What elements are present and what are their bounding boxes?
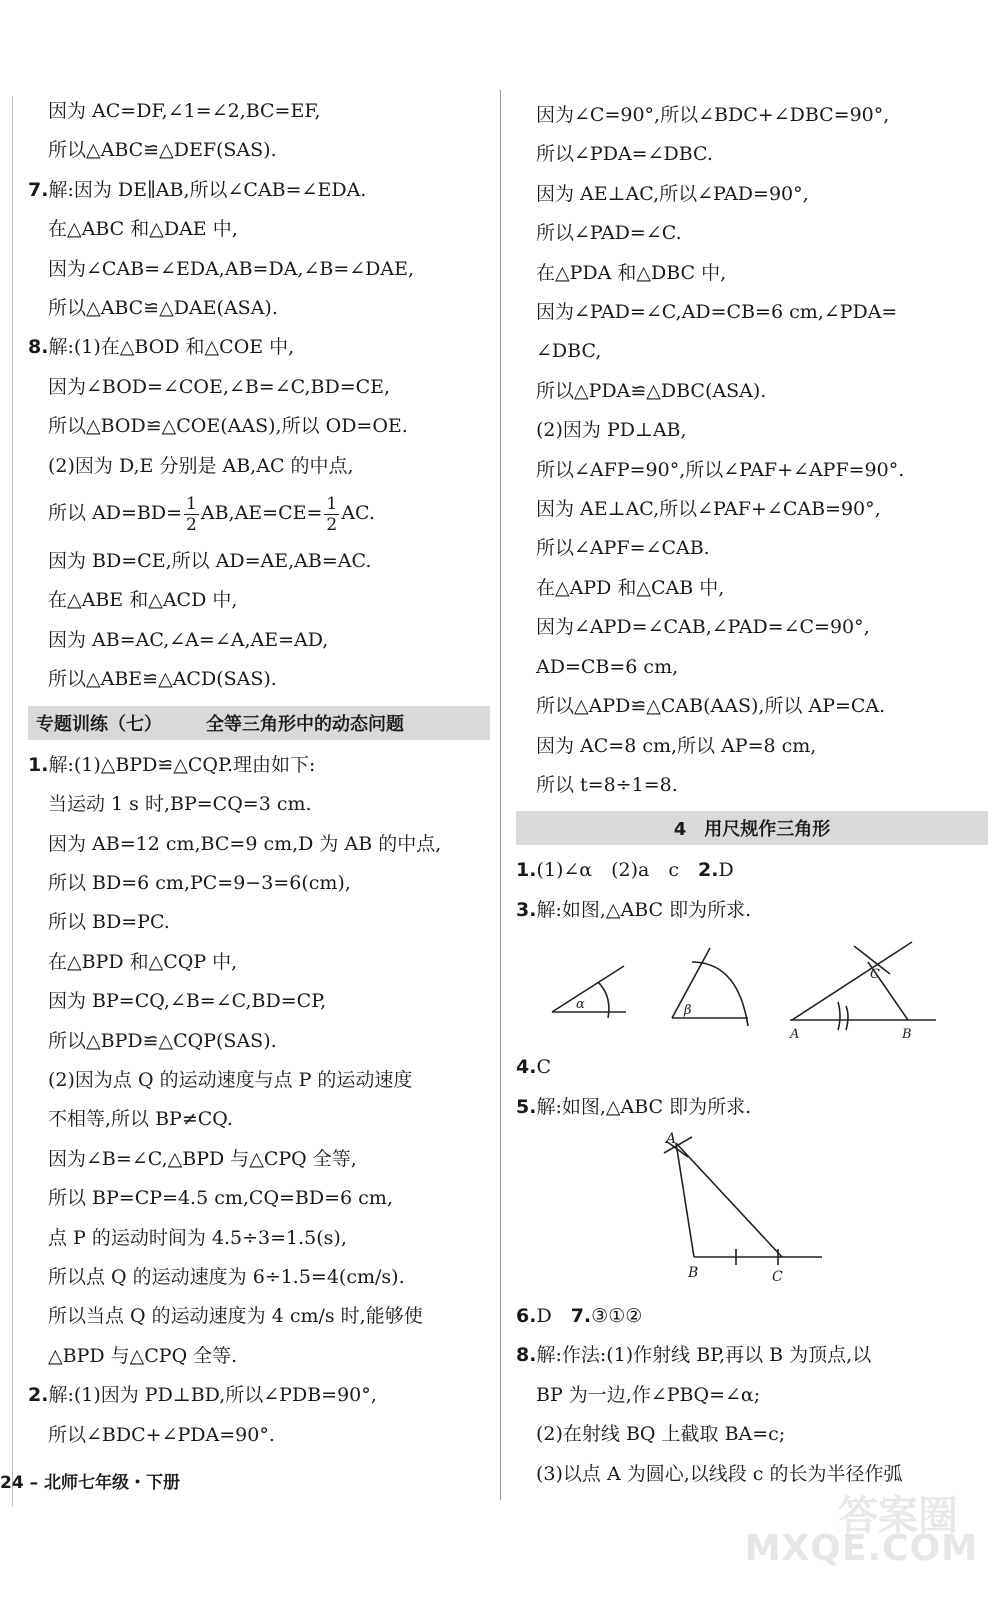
question-text: 解:因为 DE∥AB,所以∠CAB=∠EDA. <box>48 178 367 201</box>
question-number: 2. <box>28 1384 49 1407</box>
construction-arc-a <box>846 1006 848 1030</box>
fraction-line <box>28 486 490 542</box>
text-line: 所以 t=8÷1=8. <box>536 773 678 796</box>
text-line: 不相等,所以 BP≠CQ. <box>48 1108 233 1131</box>
text-line: 因为 BD=CE,所以 AD=AE,AB=AC. <box>48 550 372 573</box>
text-line: 所以∠PDA=∠DBC. <box>536 143 713 166</box>
text-line: 所以△ABC≌△DAE(ASA). <box>48 297 278 320</box>
numerator: 1 <box>326 493 338 514</box>
text-line: 所以∠PAD=∠C. <box>536 222 682 245</box>
answer-text: 解:如图,△ABC 即为所求. <box>536 898 752 921</box>
vertex-label-c: C <box>772 1268 783 1285</box>
text-line: 因为∠CAB=∠EDA,AB=DA,∠B=∠DAE, <box>48 257 415 280</box>
answer-6-7 <box>516 1297 988 1336</box>
question-number: 8. <box>516 1344 537 1367</box>
heading-title: 全等三角形中的动态问题 <box>206 713 404 735</box>
text-line: (2)在射线 BQ 上截取 BA=c; <box>536 1423 786 1446</box>
construction-arc-a2 <box>838 1002 840 1030</box>
fraction-text: AC. <box>341 502 375 525</box>
text-line: 在△ABE 和△ACD 中, <box>48 589 238 612</box>
question-number: 2. <box>698 859 719 882</box>
text-line: 因为 AE⊥AC,所以∠PAD=90°, <box>536 182 809 205</box>
question-number: 1. <box>28 753 49 776</box>
question-8 <box>28 328 490 367</box>
text-line: AD=CB=6 cm, <box>536 655 679 678</box>
watermark-cn: 答案圈 <box>838 1493 958 1539</box>
left-margin-rule <box>12 96 13 1506</box>
text-line: 因为 AE⊥AC,所以∠PAF+∠CAB=90°, <box>536 498 881 521</box>
text-line: 在△BPD 和△CQP 中, <box>48 950 238 973</box>
answer-text: (1)∠α (2)a c <box>536 859 679 882</box>
book-title: – 北师七年级・下册 <box>29 1473 181 1493</box>
question-7 <box>28 171 490 210</box>
text-line: 因为 AB=AC,∠A=∠A,AE=AD, <box>48 628 329 651</box>
triangle-side-ac <box>792 942 912 1020</box>
angle-alpha-ray <box>552 966 624 1012</box>
angle-beta-arc <box>692 962 748 1026</box>
alpha-label: α <box>576 997 585 1013</box>
text-line: 所以△ABE≌△ACD(SAS). <box>48 668 277 691</box>
text-line: 所以△ABC≌△DEF(SAS). <box>48 139 277 162</box>
denominator: 2 <box>186 514 197 535</box>
answer-text: C <box>536 1056 551 1079</box>
question-text: 解:(1)因为 PD⊥BD,所以∠PDB=90°, <box>48 1384 377 1407</box>
text-line: 所以点 Q 的运动速度为 6÷1.5=4(cm/s). <box>48 1265 405 1288</box>
question-number: 3. <box>516 898 537 921</box>
vertex-label-c: C <box>870 967 880 983</box>
answer-5 <box>516 1088 988 1127</box>
fraction-half <box>324 494 339 535</box>
column-divider <box>500 90 501 1500</box>
left-column <box>28 92 490 1455</box>
answer-text: 解:作法:(1)作射线 BP,再以 B 为顶点,以 <box>536 1344 872 1367</box>
text-line: 所以△APD≌△CAB(AAS),所以 AP=CA. <box>536 695 886 718</box>
text-line: (2)因为 PD⊥AB, <box>536 419 687 442</box>
figure-q3-constructions <box>516 930 988 1048</box>
answer-text: D <box>536 1304 552 1327</box>
text-line: (2)因为 D,E 分别是 AB,AC 的中点, <box>48 454 354 477</box>
right-column <box>516 96 988 1494</box>
text-line: 因为 AC=DF,∠1=∠2,BC=EF, <box>48 100 321 122</box>
text-line: ∠DBC, <box>536 340 602 363</box>
answer-1-2 <box>516 851 988 890</box>
triangle-diagram <box>516 1127 986 1297</box>
section-heading-lesson-4: 4 用尺规作三角形 <box>516 811 988 845</box>
text-line: 因为 BP=CQ,∠B=∠C,BD=CP, <box>48 990 327 1013</box>
construction-diagram <box>516 930 986 1048</box>
figure-q5-triangle <box>516 1127 988 1297</box>
text-line: 在△PDA 和△DBC 中, <box>536 261 727 284</box>
heading-label: 专题训练（七） <box>36 713 162 735</box>
question-number: 6. <box>516 1304 537 1327</box>
page-number: 24 <box>0 1473 24 1493</box>
question-number: 8. <box>28 336 49 359</box>
numerator: 1 <box>186 493 197 514</box>
vertex-label-b: B <box>688 1264 699 1281</box>
question-number: 4. <box>516 1056 537 1079</box>
vertex-label-a: A <box>666 1130 677 1147</box>
question-2 <box>28 1376 490 1415</box>
text-line: 所以 BD=6 cm,PC=9−3=6(cm), <box>48 871 351 894</box>
answer-4 <box>516 1048 988 1087</box>
page-footer <box>0 1468 180 1493</box>
denominator: 2 <box>326 514 338 535</box>
text-line: 在△APD 和△CAB 中, <box>536 576 725 599</box>
vertex-label-a: A <box>790 1027 800 1043</box>
question-number: 1. <box>516 859 537 882</box>
text-line: 所以当点 Q 的运动速度为 4 cm/s 时,能够使 <box>48 1305 423 1328</box>
answer-text: D <box>718 859 734 882</box>
question-text: 解:(1)△BPD≌△CQP.理由如下: <box>48 753 316 776</box>
text-line: 所以 BD=PC. <box>48 911 170 934</box>
answer-8 <box>516 1336 988 1375</box>
text-line: (2)因为点 Q 的运动速度与点 P 的运动速度 <box>48 1068 413 1091</box>
fraction-text: AB,AE=CE= <box>200 502 323 525</box>
text-line: 所以△BOD≌△COE(AAS),所以 OD=OE. <box>48 415 408 438</box>
fraction-half <box>184 494 199 535</box>
text-line: 因为∠C=90°,所以∠BDC+∠DBC=90°, <box>536 104 890 126</box>
text-line: 因为∠APD=∠CAB,∠PAD=∠C=90°, <box>536 616 870 639</box>
watermark-url: MXQE.COM <box>744 1528 978 1569</box>
text-line: △BPD 与△CPQ 全等. <box>48 1344 238 1367</box>
text-line: (3)以点 A 为圆心,以线段 c 的长为半径作弧 <box>536 1462 903 1485</box>
text-line: 所以△PDA≌△DBC(ASA). <box>536 379 767 402</box>
answer-3 <box>516 891 988 930</box>
section-heading-topic-7 <box>28 706 490 740</box>
text-line: 所以 BP=CP=4.5 cm,CQ=BD=6 cm, <box>48 1187 393 1210</box>
text-line: 因为 AB=12 cm,BC=9 cm,D 为 AB 的中点, <box>48 832 442 855</box>
text-line: 所以∠BDC+∠PDA=90°. <box>48 1423 275 1446</box>
text-line: 所以∠APF=∠CAB. <box>536 537 710 560</box>
beta-label: β <box>684 1003 692 1019</box>
watermark <box>744 1484 978 1570</box>
text-line: 所以△BPD≌△CQP(SAS). <box>48 1029 277 1052</box>
question-number: 5. <box>516 1095 537 1118</box>
answer-text: 解:如图,△ABC 即为所求. <box>536 1095 752 1118</box>
text-line: 因为∠BOD=∠COE,∠B=∠C,BD=CE, <box>48 375 391 398</box>
answer-text: ③①② <box>591 1304 643 1327</box>
question-text: 解:(1)在△BOD 和△COE 中, <box>48 336 295 359</box>
text-line: 所以∠AFP=90°,所以∠PAF+∠APF=90°. <box>536 458 905 481</box>
text-line: 在△ABC 和△DAE 中, <box>48 218 238 241</box>
question-1 <box>28 746 490 785</box>
text-line: BP 为一边,作∠PBQ=∠α; <box>536 1383 761 1406</box>
fraction-text: 所以 AD=BD= <box>48 502 183 525</box>
question-number: 7. <box>28 178 49 201</box>
text-line: 因为∠B=∠C,△BPD 与△CPQ 全等, <box>48 1147 357 1170</box>
text-line: 因为 AC=8 cm,所以 AP=8 cm, <box>536 734 817 757</box>
text-line: 点 P 的运动时间为 4.5÷3=1.5(s), <box>48 1226 347 1249</box>
vertex-label-b: B <box>902 1027 912 1043</box>
question-number: 7. <box>570 1304 592 1327</box>
text-line: 当运动 1 s 时,BP=CQ=3 cm. <box>48 793 312 816</box>
text-line: 因为∠PAD=∠C,AD=CB=6 cm,∠PDA= <box>536 301 898 324</box>
